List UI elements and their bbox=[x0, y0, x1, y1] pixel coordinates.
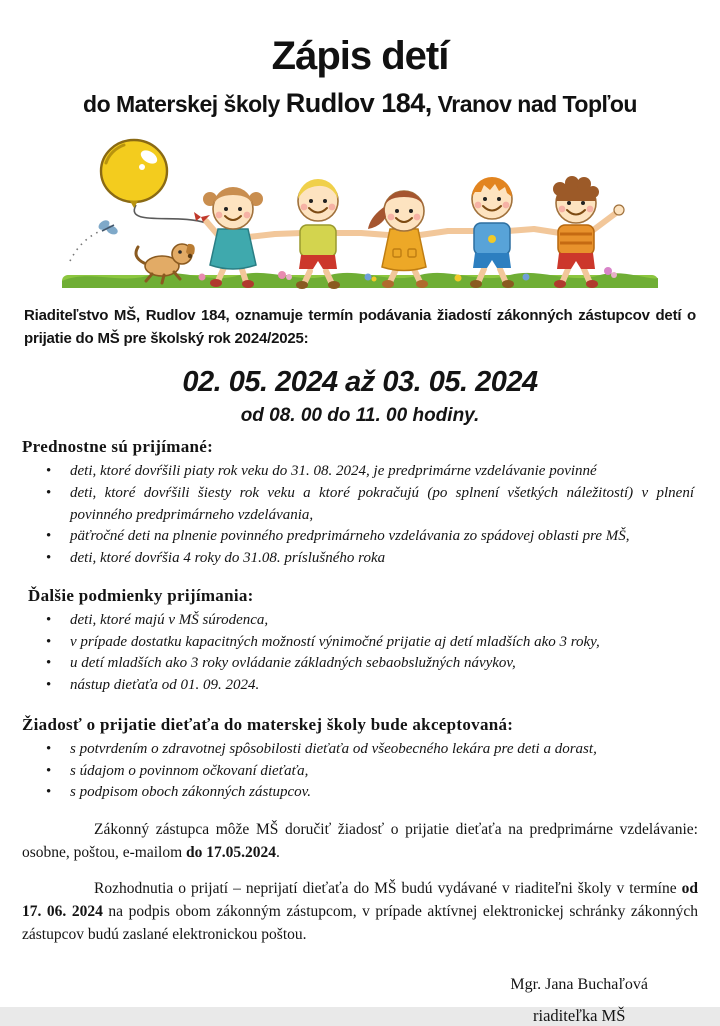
bullet-icon: • bbox=[46, 463, 52, 479]
priority-list bbox=[0, 461, 720, 570]
list-item-text: s podpisom oboch zákonných zástupcov. bbox=[70, 784, 311, 801]
bullet-icon: • bbox=[46, 655, 52, 672]
acceptance-list bbox=[0, 739, 720, 804]
enrollment-date-range: 02. 05. 2024 až 03. 05. 2024 bbox=[182, 366, 538, 398]
section-heading-acceptance: Žiadosť o prijatie dieťaťa do materskej školy bude akceptovaná: bbox=[22, 714, 514, 734]
list-item bbox=[0, 761, 720, 783]
bullet-icon: • bbox=[46, 633, 52, 650]
list-item bbox=[0, 739, 720, 761]
delivery-deadline: do 17.05.2024 bbox=[186, 844, 277, 862]
butterfly-icon bbox=[70, 218, 119, 261]
list-item bbox=[0, 632, 720, 654]
children-illustration bbox=[60, 133, 660, 291]
bullet-icon: • bbox=[46, 784, 52, 801]
page-title: Zápis detí bbox=[271, 34, 449, 78]
list-item-text: s údajom o povinnom očkovaní dieťaťa, bbox=[70, 762, 309, 779]
subtitle-city: Vranov nad Topľou bbox=[431, 91, 637, 117]
list-item bbox=[0, 548, 720, 570]
signature-block bbox=[510, 976, 648, 1026]
list-item-text: deti, ktoré dovŕšili šiesty rok veku a ktoré pokračujú (po splnení všetkých náležitostí) v plnení povinného predprimárneho vzdelávania, bbox=[70, 484, 694, 523]
child-boy-blue bbox=[448, 177, 534, 288]
bullet-icon: • bbox=[46, 528, 52, 545]
subtitle-prefix: do Materskej školy bbox=[83, 91, 286, 117]
list-item bbox=[0, 461, 720, 483]
bullet-icon: • bbox=[46, 740, 52, 757]
list-item bbox=[0, 653, 720, 675]
enrollment-time-range: od 08. 00 do 11. 00 hodiny. bbox=[240, 405, 480, 426]
announcement-intro: Riaditeľstvo MŠ, Rudlov 184, oznamuje termín podávania žiadostí zákonných zástupcov detí o prijatie do MŠ pre školský rok 2024/2025: bbox=[24, 307, 696, 347]
decision-paragraph bbox=[22, 877, 698, 947]
list-item bbox=[0, 483, 720, 527]
list-item-text: päťročné deti na plnenie povinného predprimárneho vzdelávania zo spádovej oblasti pre MŠ, bbox=[70, 528, 630, 545]
list-item-text: v prípade dostatku kapacitných možností výnimočné prijatie aj detí mladších ako 3 roky, bbox=[70, 633, 600, 650]
list-item-text: deti, ktoré majú v MŠ súrodenca, bbox=[70, 611, 269, 628]
bullet-icon: • bbox=[46, 484, 52, 501]
list-item-text: s potvrdením o zdravotnej spôsobilosti dieťaťa od všeobecného lekára pre deti a dorast, bbox=[70, 740, 597, 757]
bullet-icon: • bbox=[46, 550, 52, 566]
bullet-icon: • bbox=[46, 677, 52, 693]
delivery-paragraph bbox=[22, 818, 698, 865]
delivery-text-end: . bbox=[276, 844, 280, 862]
list-item bbox=[0, 782, 720, 804]
list-item-text: deti, ktoré dovŕšia 4 roky do 31.08. príslušného roka bbox=[70, 550, 386, 566]
list-item-text: deti, ktoré dovŕšili piaty rok veku do 31. 08. 2024, je predprimárne vzdelávanie povinné bbox=[70, 463, 597, 479]
decision-date: od 17. 06. 2024 bbox=[22, 879, 698, 920]
list-item bbox=[0, 610, 720, 632]
child-boy-blond bbox=[275, 179, 361, 289]
list-item-text: nástup dieťaťa od 01. 09. 2024. bbox=[70, 677, 260, 693]
section-heading-conditions: Ďalšie podmienky prijímania: bbox=[28, 585, 254, 605]
bullet-icon: • bbox=[46, 762, 52, 779]
page-subtitle bbox=[0, 88, 720, 119]
subtitle-address: Rudlov 184, bbox=[285, 88, 432, 118]
list-item bbox=[0, 675, 720, 697]
decision-text: Rozhodnutia o prijatí – neprijatí dieťaťa do MŠ budú vydávané v riaditeľni školy v termíne bbox=[94, 879, 682, 897]
delivery-text: Zákonný zástupca môže MŠ doručiť žiadosť o prijatie dieťaťa na predprimárne vzdelávanie: osobne, poštou, e-mailom bbox=[22, 821, 698, 862]
signature-name: Mgr. Jana Buchaľová bbox=[510, 976, 648, 994]
signature-role: riaditeľka MŠ bbox=[533, 1006, 626, 1026]
decision-text-end: na podpis obom zákonným zástupcom, v prípade aktívnej elektronickej schránky zákonných zástupcov budú zaslané elektronickou poštou. bbox=[22, 902, 698, 943]
list-item-text: u detí mladších ako 3 roky ovládanie základných sebaobslužných návykov, bbox=[70, 655, 516, 672]
bullet-icon: • bbox=[46, 611, 52, 628]
section-heading-priority: Prednostne sú prijímané: bbox=[22, 437, 214, 456]
conditions-list bbox=[0, 610, 720, 697]
balloon-icon bbox=[101, 140, 206, 223]
list-item bbox=[0, 526, 720, 548]
children-illustration-svg bbox=[60, 133, 660, 291]
child-girl-teal bbox=[194, 187, 275, 288]
